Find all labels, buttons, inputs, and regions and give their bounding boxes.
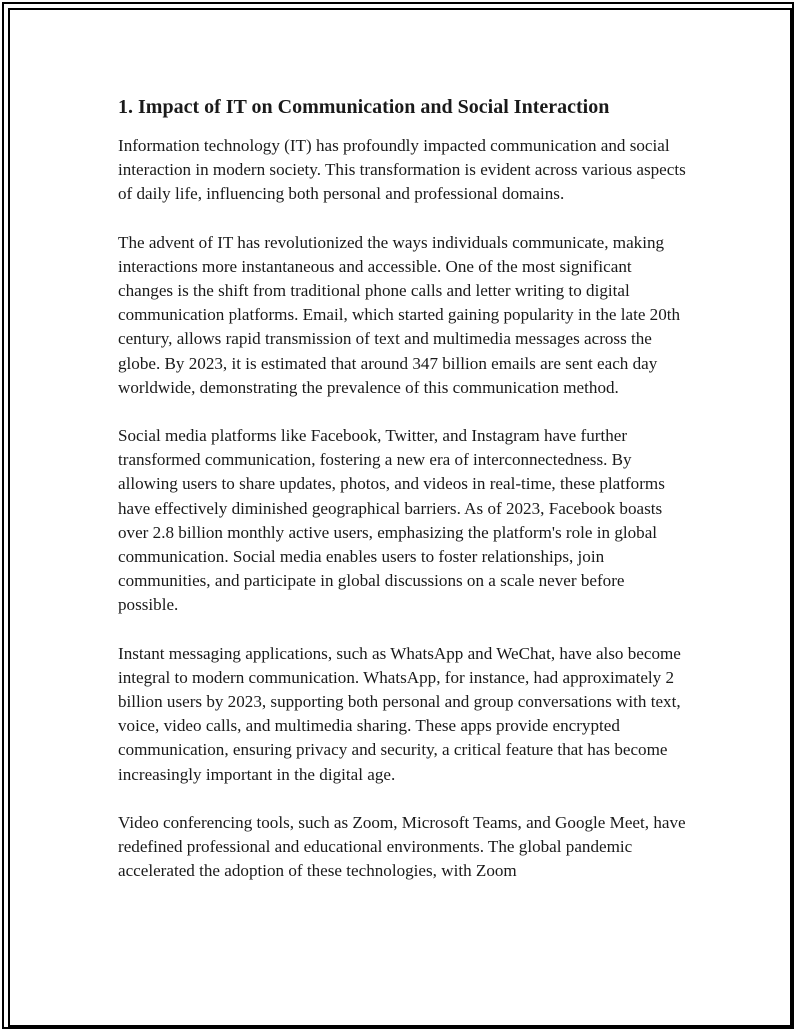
paragraph-instant-messaging: Instant messaging applications, such as WhatsApp and WeChat, have also become integral to modern communication. WhatsApp, for instance, had approximately 2 billion users by 2023, supporting both personal and group conversations with text, voice, video calls, and multimedia sharing. These apps provide encrypted communication, ensuring privacy and security, a critical feature that has become increasingly important in the digital age. <box>118 643 681 784</box>
paragraph-video-conferencing: Video conferencing tools, such as Zoom, Microsoft Teams, and Google Meet, have redefined professional and educational environments. The global pandemic accelerated the adoption of these technologies, with Zoom <box>118 812 686 881</box>
document-body <box>118 94 688 907</box>
paragraph-email: The advent of IT has revolutionized the ways individuals communicate, making interactions more instantaneous and accessible. One of the most significant changes is the shift from traditional phone calls and letter writing to digital communication platforms. Email, which started gaining popularity in the late 20th century, allows rapid transmission of text and multimedia messages across the globe. By 2023, it is estimated that around 347 billion emails are sent each day worldwide, demonstrating the prevalence of this communication method. <box>118 232 681 397</box>
section-heading: 1. Impact of IT on Communication and Social Interaction <box>118 96 610 118</box>
paragraph-intro: Information technology (IT) has profoundly impacted communication and social interaction in modern society. This transformation is evident across various aspects of daily life, influencing both personal and professional domains. <box>118 136 686 204</box>
paragraph-social-media: Social media platforms like Facebook, Twitter, and Instagram have further transformed communication, fostering a new era of interconnectedness. By allowing users to share updates, photos, and videos in real-time, these platforms have effectively diminished geographical barriers. As of 2023, Facebook boasts over 2.8 billion monthly active users, emphasizing the platform's role in global communication. Social media enables users to foster relationships, join communities, and participate in global discussions on a scale never before possible. <box>118 426 665 615</box>
